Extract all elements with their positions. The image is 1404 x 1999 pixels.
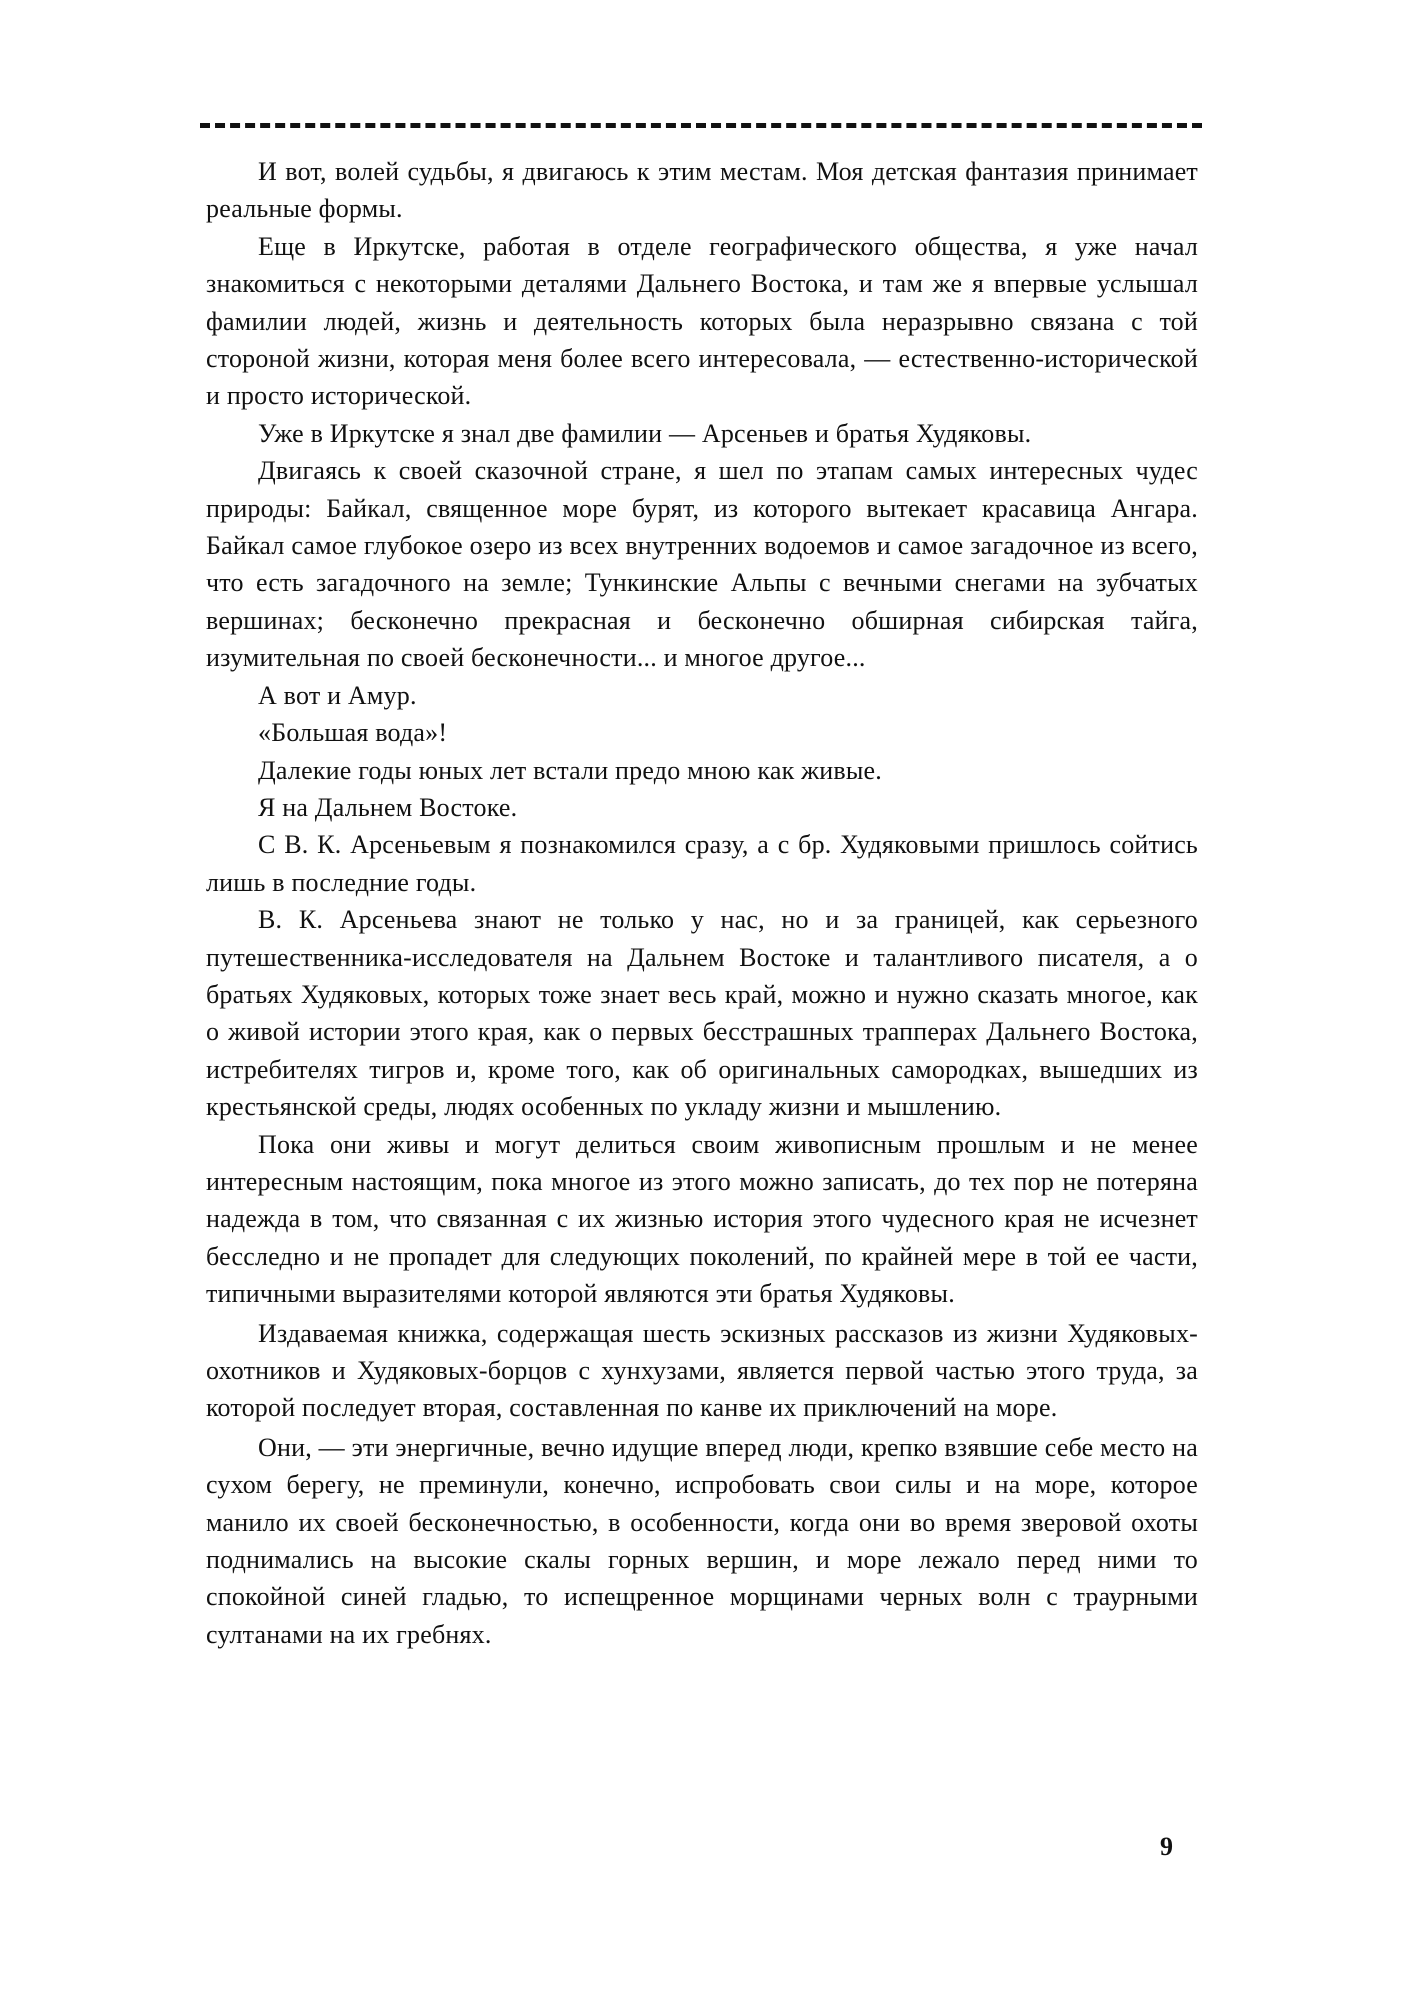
header-rule [200, 123, 1202, 128]
paragraph-5: А вот и Амур. [258, 680, 417, 710]
paragraph-8: Я на Дальнем Востоке. [258, 792, 518, 822]
paragraph-13: Они, — эти энергичные, вечно идущие вперед люди, крепко взявшие себе место на сухом берегу, не преминули, конечно, испробовать свои силы и на море, которое манило их своей бесконечностью, в особенности, когда они во время зверовой охоты поднимались на высокие скалы горных вершин, и море лежало перед ними то спокойной синей гладью, то испещренное морщинами черных волн с траурными султанами на их гребнях. [206, 1432, 1198, 1649]
body-text [206, 153, 1198, 1653]
paragraph-3: Уже в Иркутске я знал две фамилии — Арсеньев и братья Худяковы. [258, 418, 1032, 448]
paragraph-10: В. К. Арсеньева знают не только у нас, но и за границей, как серьезного путешественника-исследователя на Дальнем Востоке и талантливого писателя, а о братьях Худяковых, которых тоже знает весь край, можно и нужно сказать многое, как о живой истории этого края, как о первых бесстрашных трапперах Дальнего Востока, истребителях тигров и, кроме того, как об оригинальных самородках, вышедших из крестьянской среды, людях особенных по укладу жизни и мышлению. [206, 905, 1198, 1122]
paragraph-7: Далекие годы юных лет встали предо мною как живые. [258, 755, 882, 785]
paragraph-9: С В. К. Арсеньевым я познакомился сразу, а с бр. Худяковыми пришлось сойтись лишь в последние годы. [206, 830, 1198, 897]
page-number: 9 [1160, 1832, 1173, 1861]
paragraph-12: Издаваемая книжка, содержащая шесть эскизных рассказов из жизни Худяковых-охотников и Худяковых-борцов с хунхузами, является первой частью этого труда, за которой последует вторая, составленная по канве их приключений на море. [206, 1318, 1198, 1423]
paragraph-11: Пока они живы и могут делиться своим живописным прошлым и не менее интересным настоящим, пока многое из этого можно записать, до тех пор не потеряна надежда в том, что связанная с их жизнью история этого чудесного края не исчезнет бесследно и не пропадет для следующих поколений, по крайней мере в той ее части, типичными выразителями которой являются эти братья Худяковы. [206, 1129, 1198, 1309]
paragraph-6: «Большая вода»! [258, 718, 448, 748]
paragraph-4: Двигаясь к своей сказочной стране, я шел по этапам самых интересных чудес природы: Байкал, священное море бурят, из которого вытекает красавица Ангара. Байкал самое глубокое озеро из всех внутренних водоемов и самое загадочное из всего, что есть загадочного на земле; Тункинские Альпы с вечными снегами на зубчатых вершинах; бесконечно прекрасная и бесконечно обширная сибирская тайга, изумительная по своей бесконечности... и многое другое... [206, 456, 1198, 673]
paragraph-1: И вот, волей судьбы, я двигаюсь к этим местам. Моя детская фантазия принимает реальные формы. [206, 157, 1198, 224]
paragraph-2: Еще в Иркутске, работая в отделе географического общества, я уже начал знакомиться с некоторыми деталями Дальнего Востока, и там же я впервые услышал фамилии людей, жизнь и деятельность которых была неразрывно связана с той стороной жизни, которая меня более всего интересовала, — естественно-исторической и просто исторической. [206, 231, 1198, 411]
